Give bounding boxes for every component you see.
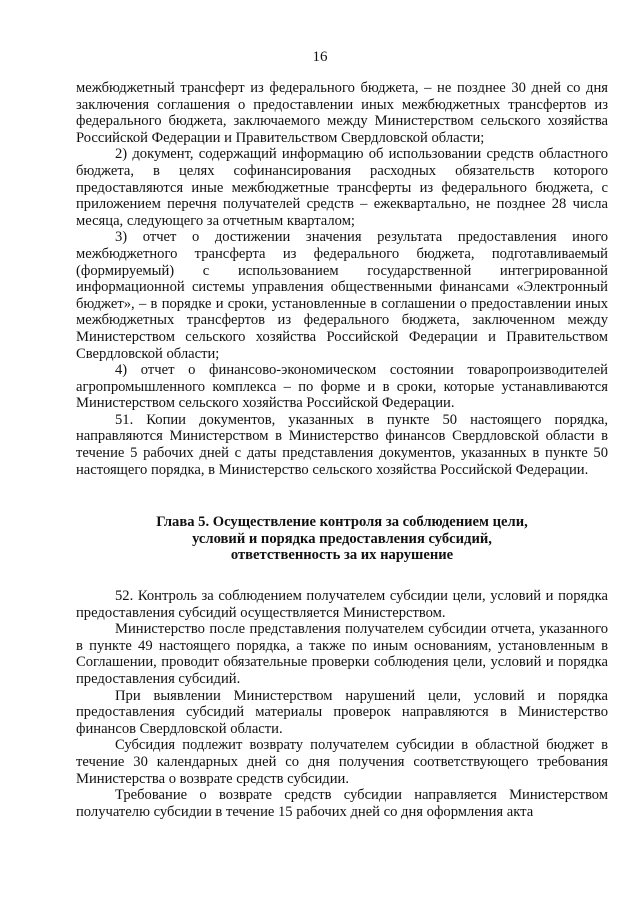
paragraph-clause-51: 51. Копии документов, указанных в пункте 50 настоящего порядка, направляются Министерством в Министерство финансов Свердловской области в течение 5 рабочих дней с даты представления документов, указанных в пункте 50 настоящего порядка, в Министерство сельского хозяйства Российской Федерации. (76, 411, 608, 478)
paragraph-refund: Субсидия подлежит возврату получателем субсидии в областной бюджет в течение 30 календарных дней со дня получения соответствующего требования Министерства о возврате средств субсидии. (76, 737, 608, 787)
paragraph-refund-request: Требование о возврате средств субсидии направляется Министерством получателю субсидии в течение 15 рабочих дней со дня оформления акта (76, 787, 608, 820)
chapter-heading (76, 514, 608, 564)
chapter-heading-line-2: условий и порядка предоставления субсидий, (192, 530, 492, 547)
paragraph-violations: При выявлении Министерством нарушений цели, условий и порядка предоставления субсидий материалы проверок направляются в Министерство финансов Свердловской области. (76, 687, 608, 737)
paragraph-item-3: 3) отчет о достижении значения результата предоставления иного межбюджетного трансферта из федерального бюджета, подготавливаемый (формируемый) с использованием государственной интегрированной информационной системы управления общественными финансами «Электронный бюджет», – в порядке и сроки, установленные в соглашении о предоставлении иных межбюджетных трансфертов из федерального бюджета, заключенном между Министерством сельского хозяйства Российской Федерации и Правительством Свердловской области; (76, 229, 608, 362)
chapter-heading-line-1: Глава 5. Осуществление контроля за соблюдением цели, (156, 514, 528, 531)
page-number: 16 (312, 49, 328, 65)
document-body (76, 80, 608, 820)
paragraph-inspections: Министерство после представления получателем субсидии отчета, указанного в пункте 49 настоящего порядка, а также по иным основаниям, установленным в Соглашении, проводит обязательные проверки соблюдения цели, условий и порядка предоставления субсидий. (76, 621, 608, 687)
spacer (76, 478, 608, 514)
paragraph-item-2: 2) документ, содержащий информацию об использовании средств областного бюджета, в целях софинансирования расходных обязательств которого предоставляются иные межбюджетные трансферты из федерального бюджета, с приложением перечня получателей средств – ежеквартально, не позднее 28 числа месяца, следующего за отчетным кварталом; (76, 146, 608, 229)
chapter-heading-line-3: ответственность за их нарушение (230, 547, 454, 564)
paragraph-item-4: 4) отчет о финансово-экономическом состоянии товаропроизводителей агропромышленного комплекса – по форме и в сроки, которые устанавливаются Министерством сельского хозяйства Российской Федерации. (76, 362, 608, 412)
spacer (76, 564, 608, 588)
paragraph-clause-52: 52. Контроль за соблюдением получателем субсидии цели, условий и порядка предоставления субсидий осуществляется Министерством. (76, 588, 608, 621)
paragraph-continuation: межбюджетный трансферт из федерального бюджета, – не позднее 30 дней со дня заключения соглашения о предоставлении иных межбюджетных трансфертов из федерального бюджета, заключаемого между Министерством сельского хозяйства Российской Федерации и Правительством Свердловской области; (76, 80, 608, 146)
